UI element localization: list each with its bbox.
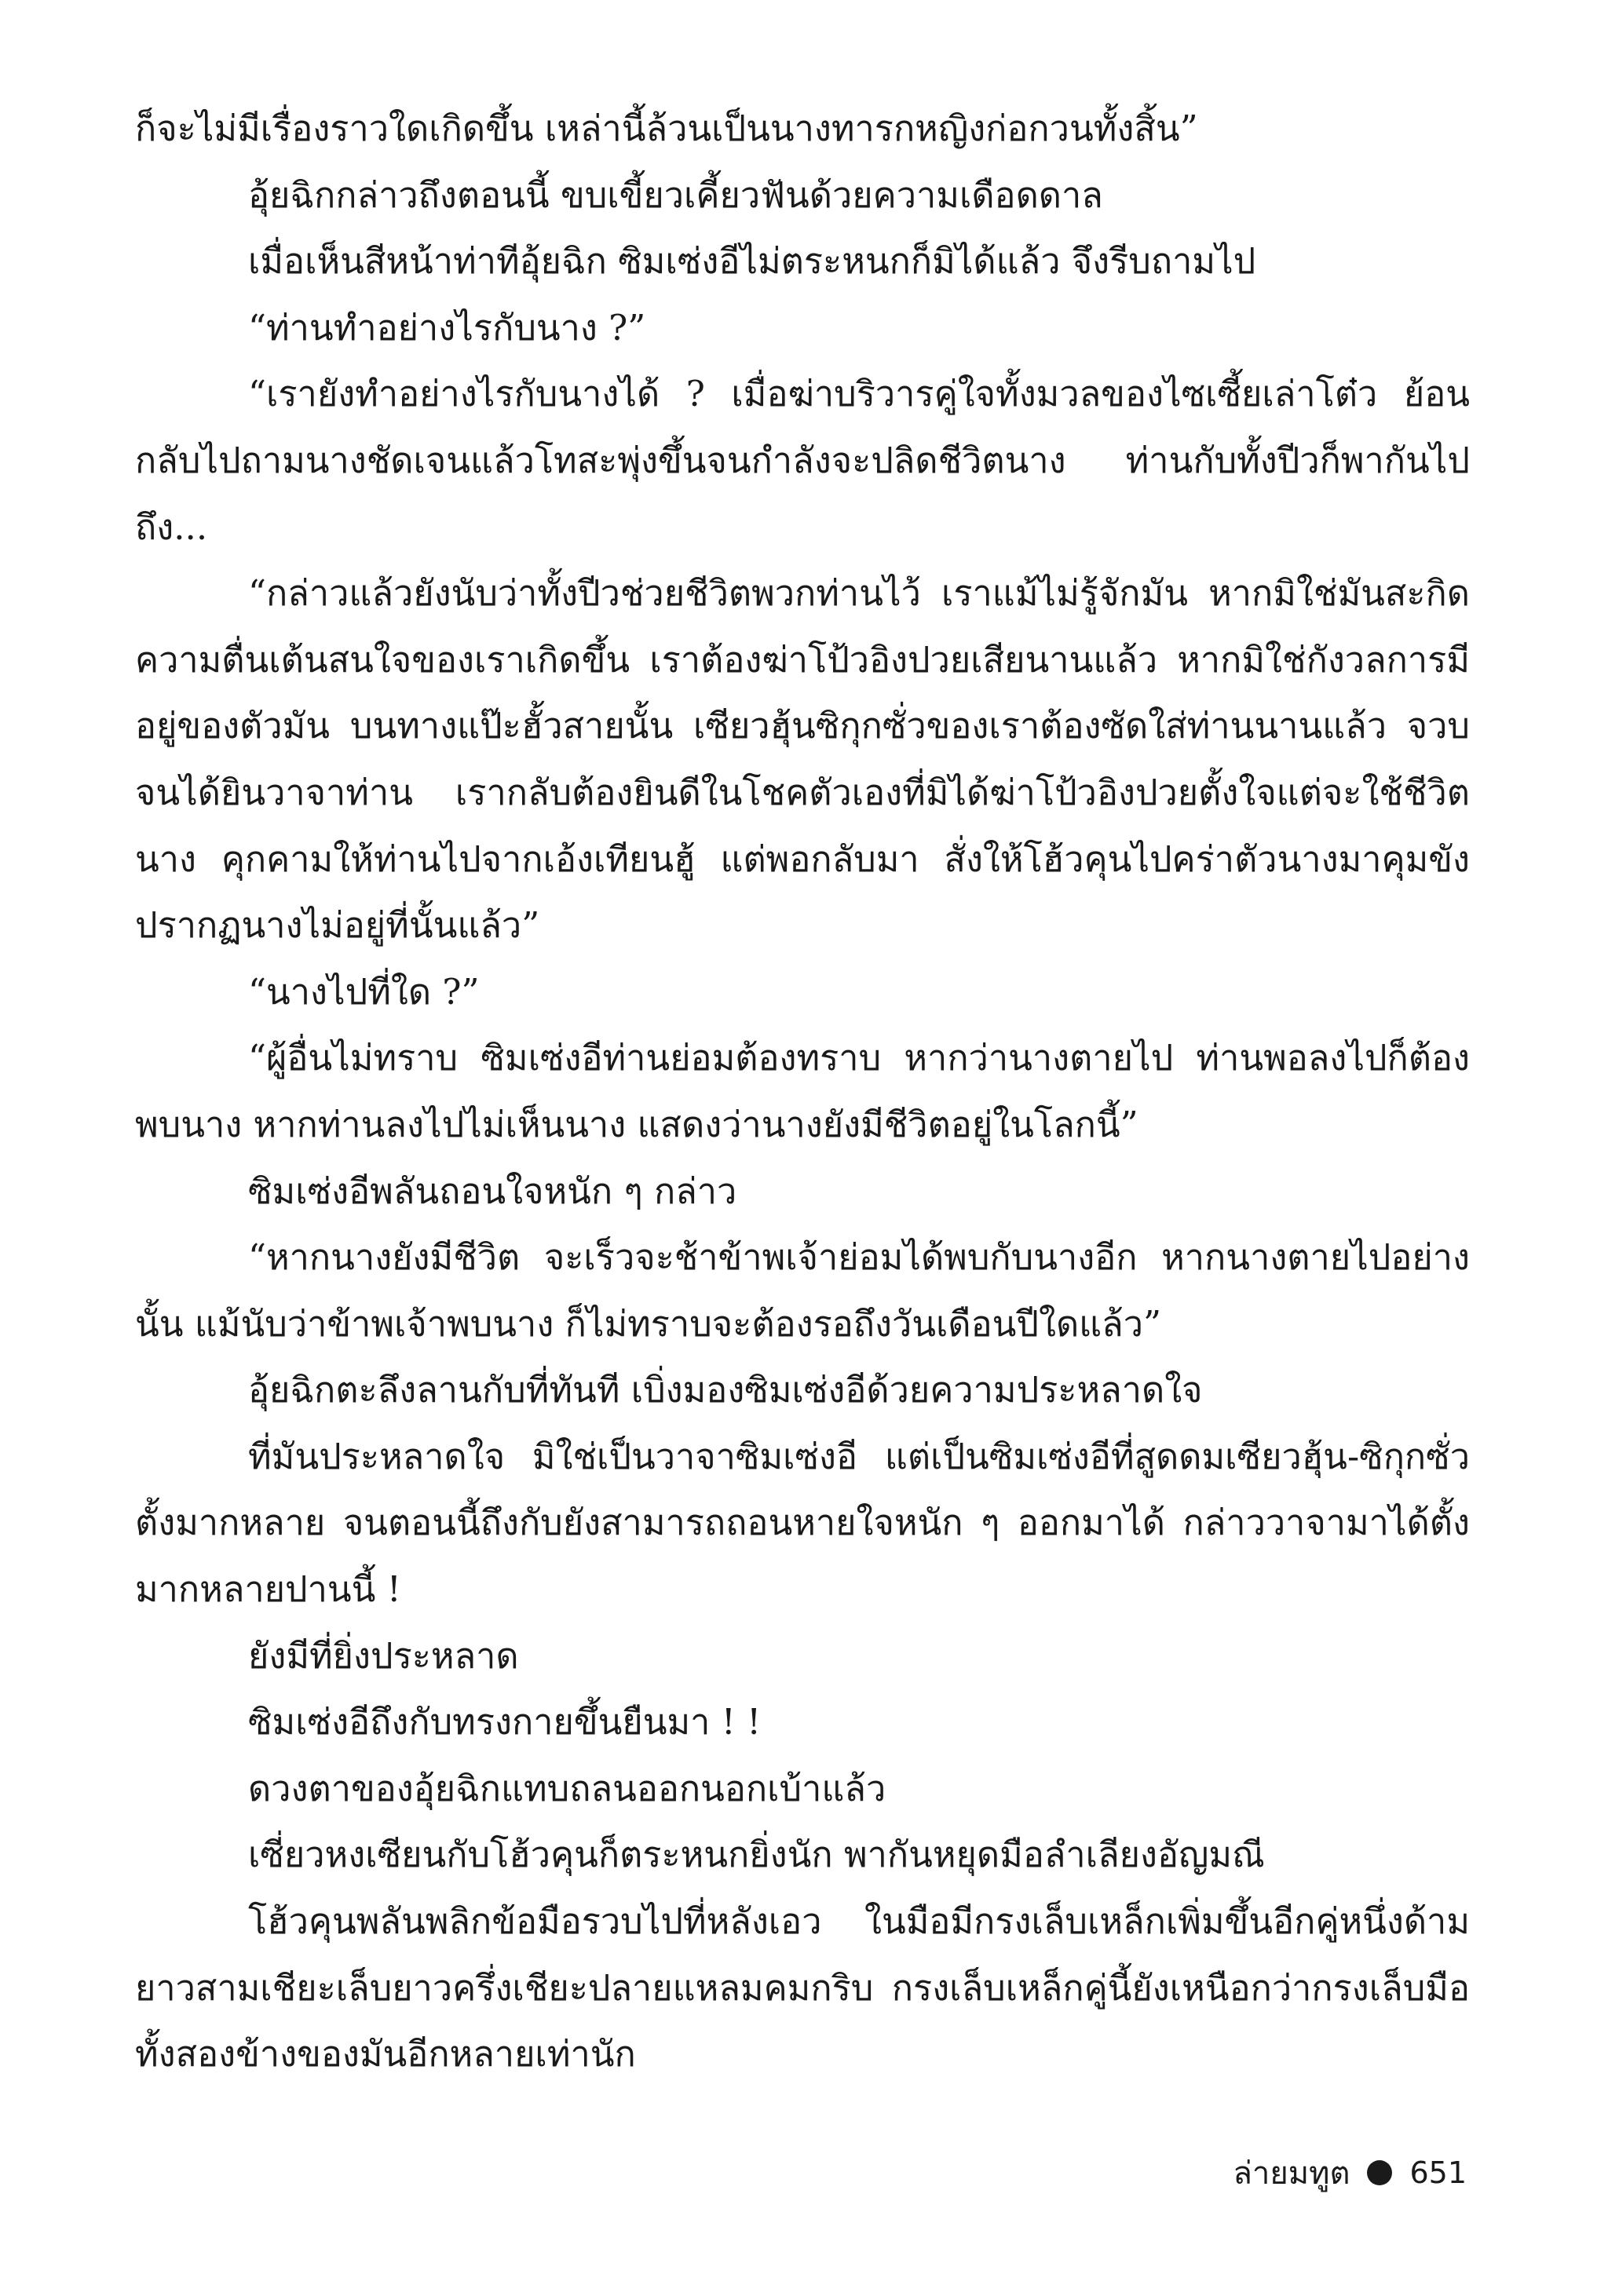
paragraph: “ท่านทำอย่างไรกับนาง ?” [248, 306, 646, 349]
bullet-icon [1367, 2160, 1392, 2185]
paragraph: “หากนางยังมีชีวิต จะเร็วจะช้าข้าพเจ้าย่อมได้พบกับนางอีก หากนางตายไปอย่างนั้น แม้นับว่าข้าพเจ้าพบนาง ก็ไม่ทราบจะต้องรอถึงวันเดือนปีใดแล้ว” [135, 1236, 1470, 1345]
paragraph: ยังมีที่ยิ่งประหลาด [248, 1634, 519, 1677]
paragraph: ที่มันประหลาดใจ มิใช่เป็นวาจาซิมเซ่งอี แต่เป็นซิมเซ่งอีที่สูดดมเซียวฮุ้น-ซิกุกซั่วตั้งมากหลาย จนตอนนี้ถึงกับยังสามารถถอนหายใจหนัก ๆ ออกมาได้ กล่าววาจามาได้ตั้งมากหลายปานนี้ ! [135, 1435, 1470, 1611]
paragraph: เมื่อเห็นสีหน้าท่าทีอุ้ยฉิก ซิมเซ่งอีไม่ตระหนกก็มิได้แล้ว จึงรีบถามไป [248, 240, 1256, 283]
paragraph: โฮ้วคุนพลันพลิกข้อมือรวบไปที่หลังเอว ในมือมีกรงเล็บเหล็กเพิ่มขึ้นอีกคู่หนึ่งด้ามยาวสามเชียะเล็บยาวครึ่งเชียะปลายแหลมคมกริบ กรงเล็บเหล็กคู่นี้ยังเหนือกว่ากรงเล็บมือทั้งสองข้างของมันอีกหลายเท่านัก [135, 1900, 1470, 2075]
page-number: 651 [1409, 2155, 1467, 2190]
running-title: ล่ายมทูต [1233, 2155, 1350, 2192]
paragraph: “กล่าวแล้วยังนับว่าทั้งปีวช่วยชีวิตพวกท่านไว้ เราแม้ไม่รู้จักมัน หากมิใช่มันสะกิดความตื่นเต้นสนใจของเราเกิดขึ้น เราต้องฆ่าโป้วอิงปวยเสียนานแล้ว หากมิใช่กังวลการมีอยู่ของตัวมัน บนทางแป๊ะฮั้วสายนั้น เซียวฮุ้นซิกุกซั่วของเราต้องซัดใส่ท่านนานแล้ว จวบจนได้ยินวาจาท่าน เรากลับต้องยินดีในโชคตัวเองที่มิได้ฆ่าโป้วอิงปวยตั้งใจแต่จะใช้ชีวิตนาง คุกคามให้ท่านไปจากเอ้งเทียนฮู้ แต่พอกลับมา สั่งให้โฮ้วคุนไปคร่าตัวนางมาคุมขัง ปรากฏนางไม่อยู่ที่นั้นแล้ว” [135, 572, 1470, 947]
paragraph: ดวงตาของอุ้ยฉิกแทบถลนออกนอกเบ้าแล้ว [248, 1767, 886, 1809]
paragraph: เซี่ยวหงเซียนกับโฮ้วคุนก็ตระหนกยิ่งนัก พากันหยุดมือลำเลียงอัญมณี [248, 1834, 1265, 1876]
body-text [135, 96, 1470, 2088]
paragraph: ซิมเซ่งอีถึงกับทรงกายขึ้นยืนมา ! ! [248, 1701, 762, 1743]
paragraph: อุ้ยฉิกตะลึงลานกับที่ทันที เบิ่งมองซิมเซ่งอีด้วยความประหลาดใจ [248, 1369, 1203, 1411]
paragraph: “นางไปที่ใด ?” [248, 970, 480, 1013]
paragraph: ซิมเซ่งอีพลันถอนใจหนัก ๆ กล่าว [248, 1170, 737, 1212]
paragraph: อุ้ยฉิกกล่าวถึงตอนนี้ ขบเขี้ยวเคี้ยวฟันด้วยความเดือดดาล [248, 173, 1103, 216]
paragraph: “ผู้อื่นไม่ทราบ ซิมเซ่งอีท่านย่อมต้องทราบ หากว่านางตายไป ท่านพอลงไปก็ต้องพบนาง หากท่านลงไปไม่เห็นนาง แสดงว่านางยังมีชีวิตอยู่ในโลกนี้” [135, 1037, 1470, 1145]
paragraph: “เรายังทำอย่างไรกับนางได้ ? เมื่อฆ่าบริวารคู่ใจทั้งมวลของไซเซี้ยเล่าโต๋ว ย้อนกลับไปถามนางชัดเจนแล้วโทสะพุ่งขึ้นจนกำลังจะปลิดชีวิตนาง ท่านกับทั้งปีวก็พากันไปถึง... [135, 373, 1470, 548]
page-footer [1233, 2149, 1467, 2196]
paragraph: ก็จะไม่มีเรื่องราวใดเกิดขึ้น เหล่านี้ล้วนเป็นนางทารกหญิงก่อกวนทั้งสิ้น” [135, 108, 1198, 149]
